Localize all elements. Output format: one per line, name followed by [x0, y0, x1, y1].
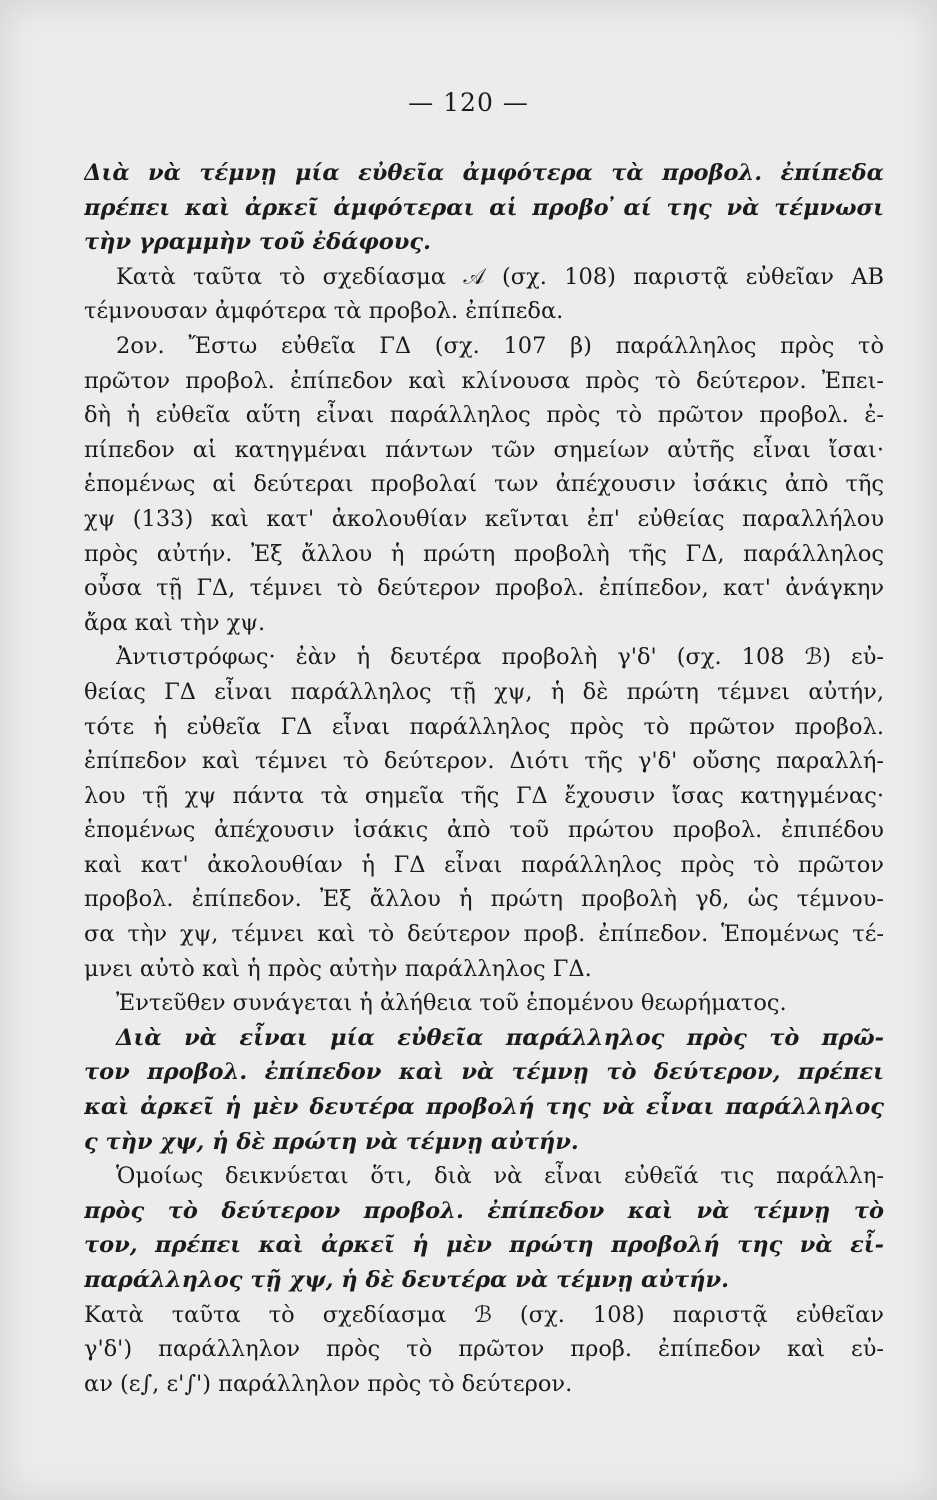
text-line: ἑπομένως αἱ δεύτεραι προβολαί των ἀπέχουσιν ἰσάκις ἀπὸ τῆς	[84, 471, 884, 498]
text-line: πρὸς τὸ δεύτερον προβολ. ἐπίπεδον καὶ νὰ τέμνῃ τὸ	[84, 1197, 884, 1224]
text-line: ἐπίπεδον καὶ τέμνει τὸ δεύτερον. Διότι τῆς γ'δ' οὔσης παραλλή-	[84, 748, 884, 775]
text-line: ἄρα καὶ τὴν χψ.	[84, 609, 266, 636]
body-text	[84, 156, 884, 1401]
text-line: ἑπομένως ἀπέχουσιν ἰσάκις ἀπὸ τοῦ πρώτου προβολ. ἐπιπέδου	[84, 817, 884, 844]
text-line: προβολ. ἐπίπεδον. Ἐξ ἄλλου ἡ πρώτη προβολὴ γδ, ὡς τέμνου-	[84, 886, 884, 913]
text-line: Ἀντιστρόφως· ἐὰν ἡ δευτέρα προβολὴ γ'δ' (σχ. 108 ℬ) εὐ-	[116, 644, 884, 671]
text-line: Κατὰ ταῦτα τὸ σχεδίασμα ℬ (σχ. 108) παριστᾷ εὐθεῖαν	[84, 1301, 884, 1328]
text-line: θείας ΓΔ εἶναι παράλληλος τῇ χψ, ἡ δὲ πρώτη τέμνει αὐτήν,	[84, 678, 884, 705]
text-line: αν (ε∫, ε'∫') παράλληλον πρὸς τὸ δεύτερον.	[84, 1370, 573, 1397]
text-line: 2ον. Ἔστω εὐθεῖα ΓΔ (σχ. 107 β) παράλληλος πρὸς τὸ	[116, 332, 884, 359]
text-line: Διὰ νὰ τέμνῃ μία εὐθεῖα ἀμφότερα τὰ προβολ. ἐπίπεδα	[84, 160, 884, 186]
page-number: — 120 —	[408, 88, 529, 117]
text-line: Κατὰ ταῦτα τὸ σχεδίασμα 𝒜 (σχ. 108) παριστᾷ εὐθεῖαν ΑΒ	[116, 263, 884, 290]
text-line: παράλληλος τῇ χψ, ἡ δὲ δευτέρα νὰ τέμνῃ αὐτήν.	[84, 1267, 729, 1293]
text-line: δὴ ἡ εὐθεῖα αὕτη εἶναι παράλληλος πρὸς τὸ πρῶτον προβολ. ἐ-	[84, 402, 884, 429]
text-line: καὶ κατ' ἀκολουθίαν ἡ ΓΔ εἶναι παράλληλος πρὸς τὸ πρῶτον	[84, 851, 884, 878]
text-line: τον, πρέπει καὶ ἀρκεῖ ἡ μὲν πρώτη προβολή της νὰ εἶ-	[84, 1232, 884, 1259]
text-line: Ἐντεῦθεν συνάγεται ἡ ἀλήθεια τοῦ ἑπομένου θεωρήματος.	[116, 990, 787, 1017]
text-line: πρέπει καὶ ἀρκεῖ ἀμφότεραι αἱ προβο ̓αί της νὰ τέμνωσι	[84, 194, 884, 221]
text-line: ς τὴν χψ, ἡ δὲ πρώτη νὰ τέμνῃ αὐτήν.	[84, 1128, 579, 1155]
text-line: λου τῇ χψ πάντα τὰ σημεῖα τῆς ΓΔ ἔχουσιν ἴσας κατηγμένας·	[84, 782, 884, 809]
text-line: μνει αὐτὸ καὶ ἡ πρὸς αὐτὴν παράλληλος ΓΔ.	[84, 955, 592, 982]
text-line: τότε ἡ εὐθεῖα ΓΔ εἶναι παράλληλος πρὸς τὸ πρῶτον προβολ.	[84, 713, 884, 740]
text-line: πίπεδον αἱ κατηγμέναι πάντων τῶν σημείων αὐτῆς εἶναι ἴσαι·	[84, 436, 884, 463]
text-line: τον προβολ. ἐπίπεδον καὶ νὰ τέμνῃ τὸ δεύτερον, πρέπει	[84, 1059, 884, 1086]
text-line: καὶ ἀρκεῖ ἡ μὲν δευτέρα προβολή της νὰ εἶναι παράλληλος	[84, 1094, 884, 1121]
text-line: οὖσα τῇ ΓΔ, τέμνει τὸ δεύτερον προβολ. ἐπίπεδον, κατ' ἀνάγκην	[84, 575, 884, 602]
text-line: σα τὴν χψ, τέμνει καὶ τὸ δεύτερον προβ. ἐπίπεδον. Ἑπομένως τέ-	[84, 921, 884, 948]
text-line: τὴν γραμμὴν τοῦ ἐδάφους.	[84, 229, 431, 256]
text-line: πρὸς αὐτήν. Ἐξ ἄλλου ἡ πρώτη προβολὴ τῆς ΓΔ, παράλληλος	[84, 540, 884, 567]
text-line: τέμνουσαν ἀμφότερα τὰ προβολ. ἐπίπεδα.	[84, 298, 564, 325]
text-line: Διὰ νὰ εἶναι μία εὐθεῖα παράλληλος πρὸς τὸ πρῶ-	[116, 1024, 884, 1051]
text-line: πρῶτον προβολ. ἐπίπεδον καὶ κλίνουσα πρὸς τὸ δεύτερον. Ἐπει-	[84, 367, 884, 394]
text-line: γ'δ') παράλληλον πρὸς τὸ πρῶτον προβ. ἐπίπεδον καὶ εὐ-	[84, 1336, 884, 1363]
text-line: Ὁμοίως δεικνύεται ὅτι, διὰ νὰ εἶναι εὐθεῖά τις παράλλη-	[116, 1163, 884, 1190]
text-line: χψ (133) καὶ κατ' ἀκολουθίαν κεῖνται ἐπ' εὐθείας παραλλήλου	[84, 505, 884, 532]
